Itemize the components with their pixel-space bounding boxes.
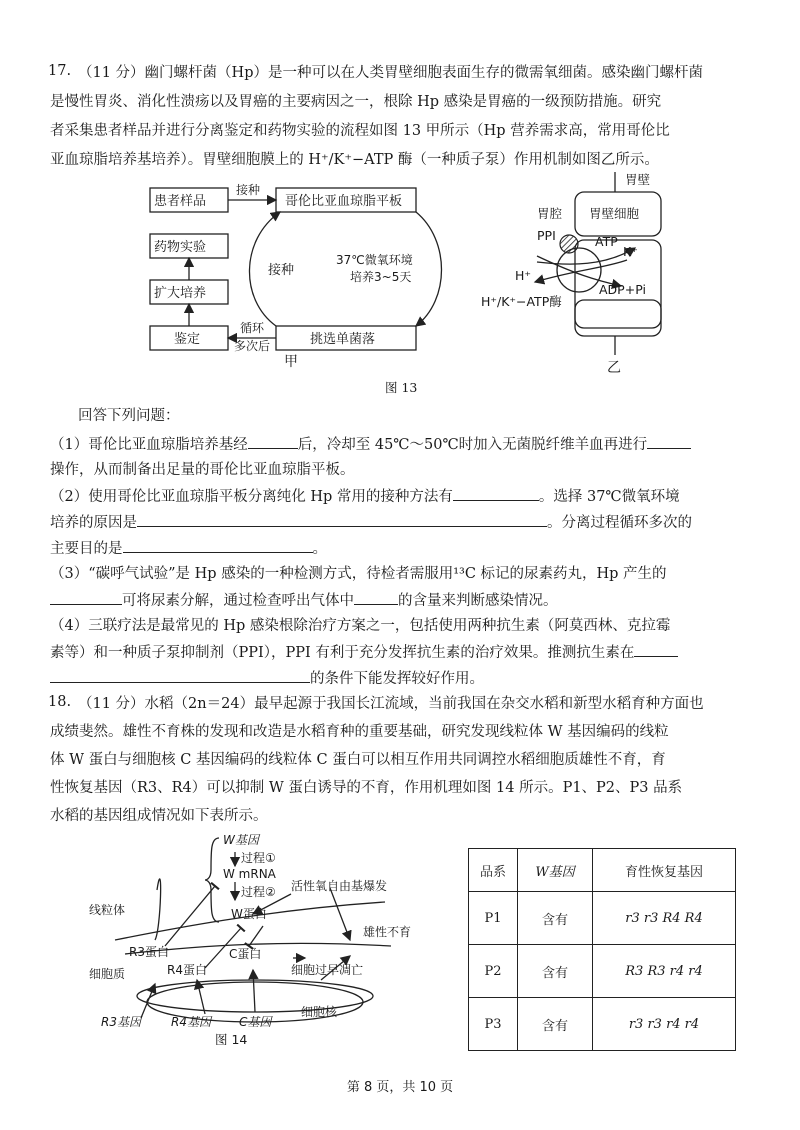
label-inoculate-side: 接种 bbox=[268, 263, 295, 278]
genotype-table-wrapper bbox=[468, 848, 736, 1051]
table-cell: 含有 bbox=[518, 998, 593, 1051]
label-r4-gene: R4基因 bbox=[171, 1015, 211, 1029]
q17-sub2-line3 bbox=[50, 538, 327, 559]
q18-intro-line-4: 性恢复基因（R3、R4）可以抑制 W 蛋白诱导的不育，作用机理如图 14 所示。P1、P2、P3 品系 bbox=[50, 780, 683, 796]
answer-prompt: 回答下列问题： bbox=[78, 408, 180, 424]
box-drug-test: 药物实验 bbox=[154, 240, 207, 255]
label-early-death: 细胞过早凋亡 bbox=[291, 963, 364, 977]
label-h-ion: H⁺ bbox=[515, 268, 531, 283]
q17-sub2-text-e: 主要目的是 bbox=[50, 541, 123, 557]
q17-sub1-text-b: 后，冷却至 45℃～50℃时加入无菌脱纤维羊血再进行 bbox=[297, 437, 648, 453]
answer-blank-4a[interactable] bbox=[634, 642, 678, 657]
q17-sub2-line1 bbox=[50, 486, 680, 507]
q17-sub1-line1 bbox=[50, 434, 691, 455]
q17-sub3-text-a: （3）“碳呼气试验”是 Hp 感染的一种检测方式，待检者需服用¹³C 标记的尿素药丸，Hp 产生的 bbox=[50, 566, 667, 582]
q17-intro-line-2: 是慢性胃炎、消化性溃疡以及胃癌的主要病因之一，根除 Hp 感染是胃癌的一级预防措施。研究 bbox=[50, 94, 662, 110]
answer-blank-2b[interactable] bbox=[137, 512, 547, 527]
label-stomach-cavity: 胃腔 bbox=[537, 206, 563, 221]
label-w-gene: W基因 bbox=[223, 833, 259, 847]
q18-intro-line-3: 体 W 蛋白与细胞核 C 基因编码的线粒体 C 蛋白可以相互作用共同调控水稻细胞质雄性不育，育 bbox=[50, 752, 666, 768]
page-footer: 第 8 页，共 10 页 bbox=[346, 1080, 454, 1095]
label-r4-protein: R4蛋白 bbox=[167, 963, 207, 977]
label-mitochondrion: 线粒体 bbox=[89, 903, 126, 917]
table-header-cell: W基因 bbox=[518, 849, 593, 892]
figure-14 bbox=[85, 830, 455, 1045]
q17-sub1-text-a: （1）哥伦比亚血琼脂培养基经 bbox=[50, 437, 248, 453]
q17-sub2-text-b: 。选择 37℃微氧环境 bbox=[538, 489, 680, 505]
table-row bbox=[469, 945, 736, 998]
q17-intro-line-4: 亚血琼脂培养基培养）。胃壁细胞膜上的 H⁺/K⁺−ATP 酶（一种质子泵）作用机制如图乙所示。 bbox=[50, 152, 659, 168]
q17-sub2-text-f: 。 bbox=[312, 541, 327, 557]
q18-intro-line-2: 成绩斐然。雄性不育株的发现和改造是水稻育种的重要基础，研究发现线粒体 W 基因编码的线粒 bbox=[50, 724, 669, 740]
table-cell: P2 bbox=[469, 945, 518, 998]
box-patient-sample: 患者样品 bbox=[154, 194, 207, 209]
answer-blank-2a[interactable] bbox=[453, 486, 539, 501]
q17-sub2-text-c: 培养的原因是 bbox=[50, 515, 137, 531]
label-process1: 过程① bbox=[241, 851, 276, 865]
figure-14-caption: 图 14 bbox=[215, 1032, 248, 1045]
genotype-table bbox=[468, 848, 736, 1051]
label-parietal-cell: 胃壁细胞 bbox=[589, 206, 640, 221]
q17-intro-line-1: （11 分）幽门螺杆菌（Hp）是一种可以在人类胃壁细胞表面生存的微需氧细菌。感染幽门螺杆菌 bbox=[78, 65, 703, 81]
q17-sub2-text-a: （2）使用哥伦比亚血琼脂平板分离纯化 Hp 常用的接种方法有 bbox=[50, 489, 453, 505]
answer-blank-3b[interactable] bbox=[354, 590, 398, 605]
table-header-row bbox=[469, 849, 736, 892]
label-inoculate-top: 接种 bbox=[236, 183, 261, 197]
box-pick-colony: 挑选单菌落 bbox=[310, 332, 376, 347]
q17-sub4-text-c: 的条件下能发挥较好作用。 bbox=[310, 671, 484, 687]
ppi-inhibitor-icon bbox=[560, 235, 578, 253]
answer-blank-4b[interactable] bbox=[50, 668, 310, 683]
label-cytoplasm: 细胞质 bbox=[89, 967, 126, 981]
table-cell: r3 r3 R4 R4 bbox=[593, 892, 736, 945]
q17-sub4-text-a: （4）三联疗法是最常见的 Hp 感染根除治疗方案之一，包括使用两种抗生素（阿莫西林、克拉霉 bbox=[50, 618, 671, 634]
label-jia: 甲 bbox=[284, 354, 298, 370]
q17-sub3-line2 bbox=[50, 590, 558, 611]
label-c-gene: C基因 bbox=[239, 1015, 272, 1029]
label-ppi: PPI bbox=[537, 228, 556, 243]
q17-sub1-text-c: 操作，从而制备出足量的哥伦比亚血琼脂平板。 bbox=[50, 462, 355, 478]
label-adp: ADP+Pi bbox=[599, 282, 646, 297]
label-condition-2: 培养3~5天 bbox=[350, 270, 412, 284]
label-condition-1: 37℃微氧环境 bbox=[336, 253, 413, 267]
answer-blank-1b[interactable] bbox=[647, 434, 691, 449]
q17-intro-line-3: 者采集患者样品并进行分离鉴定和药物实验的流程如图 13 甲所示（Hp 营养需求高，常用哥伦比 bbox=[50, 123, 670, 139]
table-row bbox=[469, 892, 736, 945]
label-cycle-1: 循环 bbox=[240, 321, 265, 335]
label-male-sterile: 雄性不育 bbox=[363, 925, 412, 939]
q17-sub2-text-d: 。分离过程循环多次的 bbox=[547, 515, 692, 531]
q17-sub2-line2 bbox=[50, 512, 692, 533]
label-process2: 过程② bbox=[241, 885, 276, 899]
label-r3-protein: R3蛋白 bbox=[129, 945, 169, 959]
label-nucleus: 细胞核 bbox=[301, 1005, 338, 1019]
table-header-cell: 育性恢复基因 bbox=[593, 849, 736, 892]
figure-13-caption: 图 13 bbox=[385, 380, 418, 395]
label-enzyme: H⁺/K⁺−ATP酶 bbox=[481, 294, 562, 309]
answer-blank-3a[interactable] bbox=[50, 590, 122, 605]
q17-sub3-text-b: 可将尿素分解，通过检查呼出气体中 bbox=[122, 593, 354, 609]
label-ros-burst: 活性氧自由基爆发 bbox=[291, 879, 388, 893]
q18-number: 18. bbox=[48, 694, 72, 710]
q17-number: 17. bbox=[48, 63, 72, 79]
label-r3-gene: R3基因 bbox=[101, 1015, 141, 1029]
q17-sub4-line3 bbox=[50, 668, 484, 689]
label-w-mrna: W mRNA bbox=[223, 867, 276, 881]
q18-intro-line-5: 水稻的基因组成情况如下表所示。 bbox=[50, 808, 268, 824]
label-stomach-wall: 胃壁 bbox=[625, 172, 651, 187]
label-cycle-2: 多次后 bbox=[234, 339, 271, 353]
label-c-protein: C蛋白 bbox=[229, 947, 262, 961]
q18-intro-line-1: （11 分）水稻（2n＝24）最早起源于我国长江流域，当前我国在杂交水稻和新型水稻育种方面也 bbox=[78, 696, 704, 712]
table-cell: r3 r3 r4 r4 bbox=[593, 998, 736, 1051]
answer-blank-1a[interactable] bbox=[248, 434, 298, 449]
label-k-ion: K⁺ bbox=[623, 244, 638, 259]
table-row bbox=[469, 998, 736, 1051]
box-identify: 鉴定 bbox=[174, 332, 201, 347]
figure-13-jia bbox=[140, 180, 480, 370]
table-header-cell: 品系 bbox=[469, 849, 518, 892]
label-w-protein: W蛋白 bbox=[231, 907, 267, 921]
label-atp: ATP bbox=[595, 234, 618, 249]
table-cell: R3 R3 r4 r4 bbox=[593, 945, 736, 998]
figure-13-yi bbox=[475, 170, 690, 375]
q17-sub3-text-c: 的含量来判断感染情况。 bbox=[398, 593, 558, 609]
box-expand-culture: 扩大培养 bbox=[154, 286, 207, 301]
label-yi: 乙 bbox=[607, 360, 621, 375]
table-cell: P3 bbox=[469, 998, 518, 1051]
q17-sub4-line2 bbox=[50, 642, 678, 663]
table-cell: 含有 bbox=[518, 892, 593, 945]
box-plate: 哥伦比亚血琼脂平板 bbox=[285, 194, 403, 209]
q17-sub4-text-b: 素等）和一种质子泵抑制剂（PPI），PPI 有利于充分发挥抗生素的治疗效果。推测抗生素在 bbox=[50, 645, 635, 661]
table-cell: 含有 bbox=[518, 945, 593, 998]
table-cell: P1 bbox=[469, 892, 518, 945]
answer-blank-2c[interactable] bbox=[123, 538, 313, 553]
